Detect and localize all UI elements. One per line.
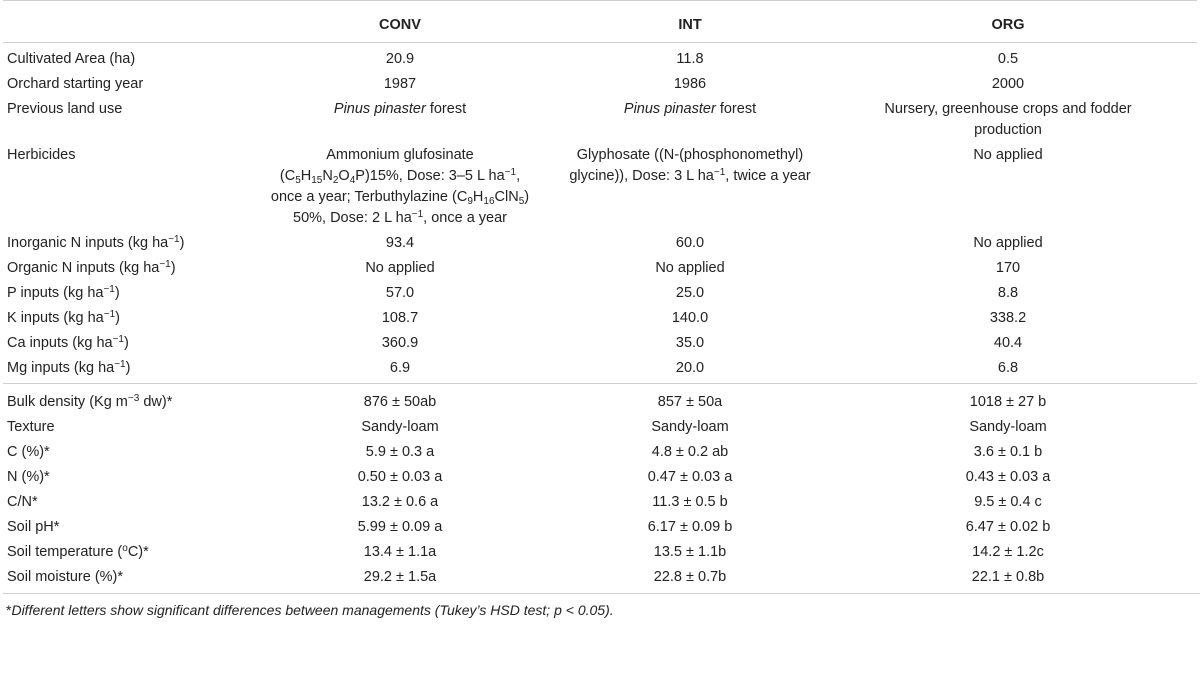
terbuthylazine-formula: $(C_9H_{16}ClN_5)$: [452, 189, 530, 207]
header-org: ORG: [819, 1, 1197, 43]
cell-conv: 0.50 ± 0.03 a: [357, 469, 443, 485]
cell-org: 8.8: [997, 285, 1019, 301]
row-label: Herbicides: [7, 147, 76, 163]
row-label: C (%)*: [7, 444, 50, 460]
herb-conv-line-3: once a year; Terbuthylazine: [270, 189, 448, 205]
org-line-1: Nursery, greenhouse crops and fodder: [884, 101, 1132, 117]
table-footnote: [3, 593, 1200, 618]
header-int: INT: [561, 1, 819, 43]
row-label: Cultivated Area (ha): [7, 51, 136, 67]
glufosinate-formula: $(C_5H_{15}N_2O_4P)$: [279, 168, 370, 186]
row-label: Soil moisture (%)*: [7, 569, 124, 585]
row-label: Organic N inputs (kg $ha^{-1}$): [7, 259, 176, 276]
row-label: Ca inputs (kg $ha^{-1}$): [7, 334, 129, 351]
data-table: [3, 0, 1197, 593]
table-row: [3, 415, 1197, 440]
row-label: Bulk density (Kg $m^{-3}$ dw)*: [3, 384, 239, 416]
cell-int: 11.3 ± 0.5 b: [652, 494, 728, 510]
cell-org: 9.5 ± 0.4 c: [974, 494, 1042, 510]
table-row: [3, 281, 1197, 306]
cell-conv: 13.2 ± 0.6 a: [361, 494, 439, 510]
row-label: Mg inputs (kg $ha^{-1}$): [7, 359, 131, 376]
cell-int: 0.47 ± 0.03 a: [647, 469, 733, 485]
cell-org: Sandy-loam: [969, 419, 1047, 435]
cell-conv: Ammonium glufosinate $(C_5H_{15}N_2O_4P)15\%$, Dose: 3–5 L $ha^{-1}$, once a year; Terbuthylazine $(C_9H_{16}ClN_5)$ 50%, Dose: 2 L $ha^{-1}$, once a year: [270, 147, 530, 226]
row-label: C/N*: [7, 494, 38, 510]
cell-org: 2000: [991, 76, 1025, 92]
cell-org: 40.4: [993, 335, 1023, 351]
cell-org: No applied: [973, 147, 1043, 163]
cell-conv: 5.9 ± 0.3 a: [365, 444, 435, 460]
cell-conv: 29.2 ± 1.5a: [363, 569, 437, 585]
cell-conv: 93.4: [385, 235, 415, 251]
cell-conv: Sandy-loam: [361, 419, 439, 435]
cell-int: 11.8: [676, 51, 704, 67]
cell-conv: 876 ± 50ab: [239, 384, 561, 416]
cell-org: 3.6 ± 0.1 b: [973, 444, 1043, 460]
cell-int: 857 ± 50a: [561, 384, 819, 416]
footnote-star: *: [6, 602, 12, 618]
table-row: [3, 465, 1197, 490]
row-label: Texture: [7, 419, 55, 435]
herb-int-line-1: Glyphosate ((N-(phosphonomethyl): [576, 147, 804, 163]
cell-int: 20.0: [675, 360, 705, 376]
table-row: [3, 356, 1197, 384]
cell-conv: 13.4 ± 1.1a: [363, 544, 437, 560]
cell-org: No applied: [973, 235, 1043, 251]
table-row: [3, 490, 1197, 515]
cell-org: 14.2 ± 1.2c: [972, 544, 1044, 560]
cell-int: [561, 97, 819, 143]
header-blank: [3, 1, 239, 43]
cell-org: 170: [995, 260, 1021, 276]
cell-int: Sandy-loam: [651, 419, 729, 435]
cell-int: 60.0: [675, 235, 705, 251]
table-row: [3, 231, 1197, 256]
cell-conv: No applied: [365, 260, 435, 276]
cell-conv: [239, 97, 561, 143]
table-row: [3, 72, 1197, 97]
table-row: [3, 306, 1197, 331]
cell-conv: 5.99 ± 0.09 a: [357, 519, 443, 535]
table-row: [3, 440, 1197, 465]
table-row: [3, 565, 1197, 593]
row-label: K inputs (kg $ha^{-1}$): [7, 309, 120, 326]
cell-conv: 360.9: [381, 335, 419, 351]
species-name: Pinus pinaster: [623, 101, 716, 117]
cell-org: 1018 ± 27 b: [819, 384, 1197, 416]
table-row: [3, 540, 1197, 565]
cell-int: 13.5 ± 1.1b: [653, 544, 727, 560]
row-label: Inorganic N inputs (kg $ha^{-1}$): [7, 234, 185, 251]
table-row: [3, 256, 1197, 281]
cell-org: 22.1 ± 0.8b: [971, 569, 1045, 585]
cell-conv: 6.9: [389, 360, 411, 376]
table-row: [3, 97, 1197, 143]
table-row: [3, 43, 1197, 73]
cell-int: Glyphosate ((N-(phosphonomethyl) glycine)), Dose: 3 L $ha^{-1}$, twice a year: [569, 147, 811, 184]
footnote-tail: < 0.05).: [561, 602, 614, 618]
cell-int: 22.8 ± 0.7b: [653, 569, 727, 585]
row-label: Soil pH*: [7, 519, 60, 535]
forest-text: forest: [719, 101, 757, 117]
table-row: [3, 515, 1197, 540]
org-line-2: production: [974, 122, 1042, 138]
cell-org: [819, 97, 1197, 143]
cell-int: 4.8 ± 0.2 ab: [651, 444, 729, 460]
herb-conv-line-1: Ammonium glufosinate: [326, 147, 474, 163]
row-label: P inputs (kg $ha^{-1}$): [7, 284, 120, 301]
row-label: Soil temperature ($^o$C)*: [7, 543, 149, 560]
cell-conv: 20.9: [385, 51, 415, 67]
cell-int: 6.17 ± 0.09 b: [647, 519, 733, 535]
table-row: [3, 384, 1197, 416]
cell-int: No applied: [655, 260, 725, 276]
header-conv: CONV: [239, 1, 561, 43]
cell-org: 0.5: [997, 51, 1019, 67]
cell-int: 35.0: [675, 335, 705, 351]
row-label: N (%)*: [7, 469, 50, 485]
forest-text: forest: [429, 101, 467, 117]
cell-org: 338.2: [989, 310, 1027, 326]
cell-int: 1986: [673, 76, 707, 92]
cell-conv: 57.0: [385, 285, 415, 301]
footnote-p: p: [554, 602, 562, 618]
cell-org: 6.47 ± 0.02 b: [965, 519, 1051, 535]
header-row: [3, 1, 1197, 43]
cell-org: 6.8: [997, 360, 1019, 376]
table-row: [3, 331, 1197, 356]
cell-conv: 1987: [383, 76, 417, 92]
table-row: [3, 143, 1197, 231]
footnote-text: Different letters show significant differences between managements (Tukey’s HSD test;: [11, 602, 555, 618]
cell-conv: 108.7: [381, 310, 419, 326]
cell-int: 140.0: [671, 310, 709, 326]
row-label: Orchard starting year: [7, 76, 144, 92]
row-label: Previous land use: [7, 101, 123, 117]
cell-org: 0.43 ± 0.03 a: [965, 469, 1051, 485]
species-name: Pinus pinaster: [333, 101, 426, 117]
cell-int: 25.0: [675, 285, 705, 301]
